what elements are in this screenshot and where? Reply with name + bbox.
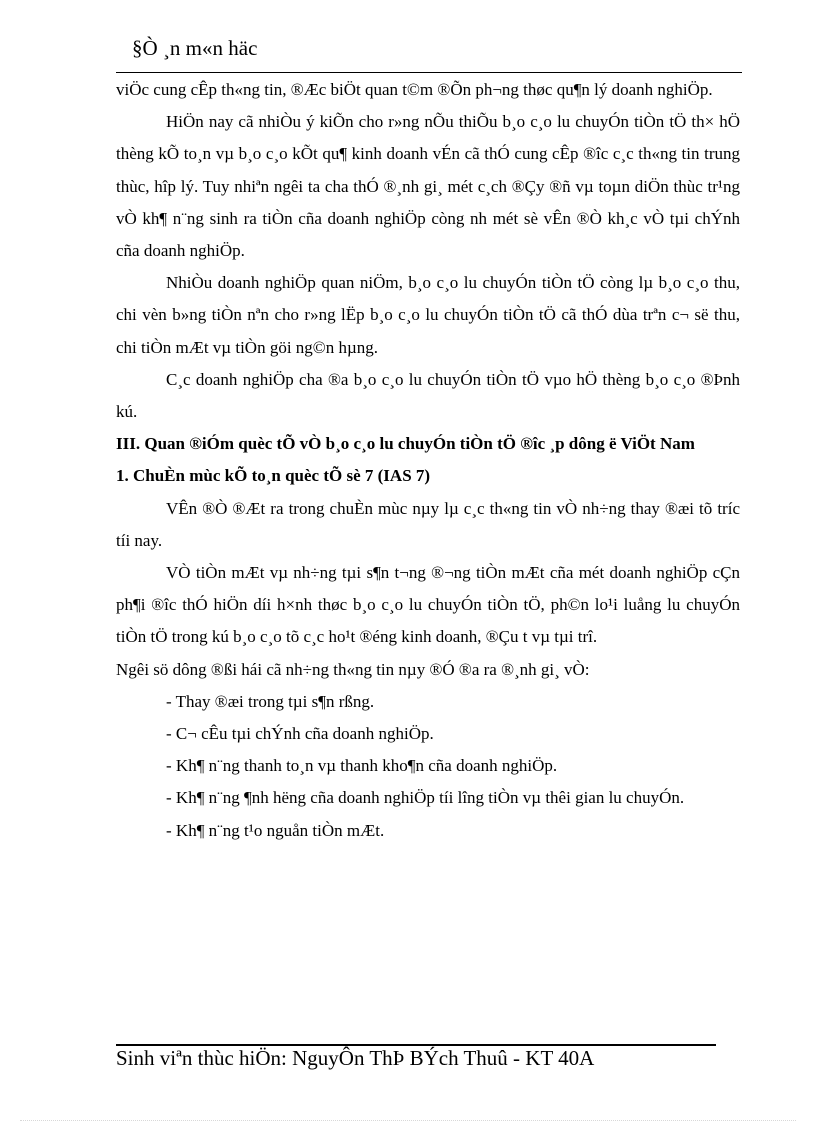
page-footer-author: Sinh viªn thùc hiÖn: NguyÔn ThÞ BÝch Thuû - KT 40A	[116, 1046, 595, 1070]
paragraph: VÊn ®Ò ®Æt ra trong chuÈn mùc nµy lµ c¸c th«ng tin vÒ nh÷ng thay ®æi tõ tríc tíi nay.	[116, 498, 740, 550]
paragraph: C¸c doanh nghiÖp cha ®a b¸o c¸o lu chuyÓn tiÒn tÖ vµo hÖ thèng b¸o c¸o ®Þnh kú.	[116, 369, 740, 422]
page-header-title: §Ò ¸n m«n häc	[132, 36, 258, 60]
page-edge-dotted-line	[20, 1120, 796, 1121]
paragraph: VÒ tiÒn mÆt vµ nh÷ng tµi s¶n t¬ng ®¬ng tiÒn mÆt cña mét doanh nghiÖp cÇn ph¶i ®îc thÓ hiÖn díi h×nh thøc b¸o c¸o lu chuyÓn tiÒn tÖ, ph©n lo¹i luång lu chuyÓn tiÒn tÖ trong kú b¸o c¸o tõ c¸c ho¹t ®éng kinh doanh, ®Çu t vµ tµi trî.	[116, 563, 740, 647]
paragraph: Ngêi sö dông ®ßi hái cã nh÷ng th«ng tin nµy ®Ó ®a ra ®¸nh gi¸ vÒ:	[116, 659, 590, 679]
subsection-heading: 1. ChuÈn mùc kÕ to¸n quèc tÕ sè 7 (IAS 7)	[116, 466, 431, 486]
paragraph: NhiÒu doanh nghiÖp quan niÖm, b¸o c¸o lu chuyÓn tiÒn tÖ còng lµ b¸o c¸o thu, chi vèn b»ng tiÒn nªn cho r»ng lËp b¸o c¸o lu chuyÓn tiÒn tÖ cã thÓ dùa trªn c¬ së thu, chi tiÒn mÆt vµ tiÒn göi ng©n hµng.	[116, 273, 740, 357]
page-body	[116, 74, 740, 847]
list-item: - Kh¶ n¨ng t¹o nguån tiÒn mÆt.	[166, 820, 385, 840]
paragraph-continuation: viÖc cung cÊp th«ng tin, ®Æc biÖt quan t©m ®Õn ph¬ng thøc qu¶n lý doanh nghiÖp.	[116, 80, 713, 99]
section-heading: III. Quan ®iÓm quèc tÕ vÒ b¸o c¸o lu chuyÓn tiÒn tÖ ®îc ¸p dông ë ViÖt Nam	[116, 434, 695, 454]
paragraph: HiÖn nay cã nhiÒu ý kiÕn cho r»ng nÕu thiÕu b¸o c¸o lu chuyÓn tiÒn tÖ th× hÖ thèng kÕ to¸n vµ b¸o c¸o kÕt qu¶ kinh doanh vÉn cã thÓ cung cÊp ®îc c¸c th«ng tin trung thùc, hîp lý. Tuy nhiªn ngêi ta cha thÓ ®¸nh gi¸ mét c¸ch ®Çy ®ñ vµ toµn diÖn thùc tr¹ng vÒ kh¶ n¨ng sinh ra tiÒn cña doanh nghiÖp còng nh mét sè vÊn ®Ò kh¸c vÒ tµi chÝnh cña doanh nghiÖp.	[116, 112, 740, 261]
list-item: - Kh¶ n¨ng ¶nh hëng cña doanh nghiÖp tíi lîng tiÒn vµ thêi gian lu chuyÓn.	[166, 788, 685, 808]
list-item: - C¬ cÊu tµi chÝnh cña doanh nghiÖp.	[166, 724, 434, 744]
list-item: - Thay ®æi trong tµi s¶n rßng.	[166, 691, 375, 711]
header-rule	[116, 72, 742, 73]
list-item: - Kh¶ n¨ng thanh to¸n vµ thanh kho¶n cña doanh nghiÖp.	[166, 756, 558, 776]
